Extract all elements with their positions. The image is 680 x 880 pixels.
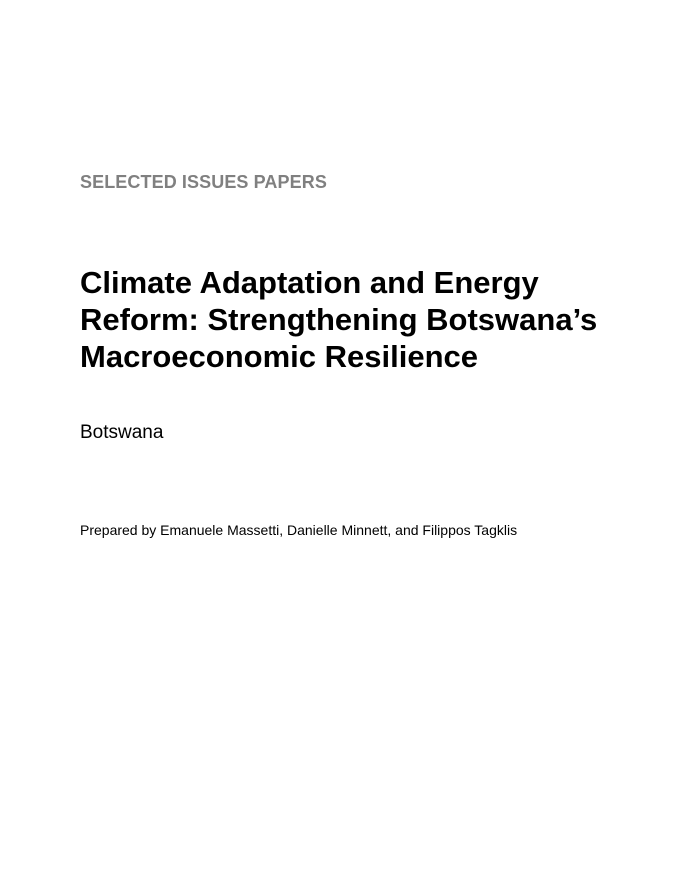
country-subtitle: Botswana xyxy=(80,422,164,443)
series-label: SELECTED ISSUES PAPERS xyxy=(80,172,327,192)
authors-line: Prepared by Emanuele Massetti, Danielle Minnett, and Filippos Tagklis xyxy=(80,522,518,538)
document-title: Climate Adaptation and Energy Reform: Strengthening Botswana’s Macroeconomic Resilience xyxy=(80,265,598,374)
